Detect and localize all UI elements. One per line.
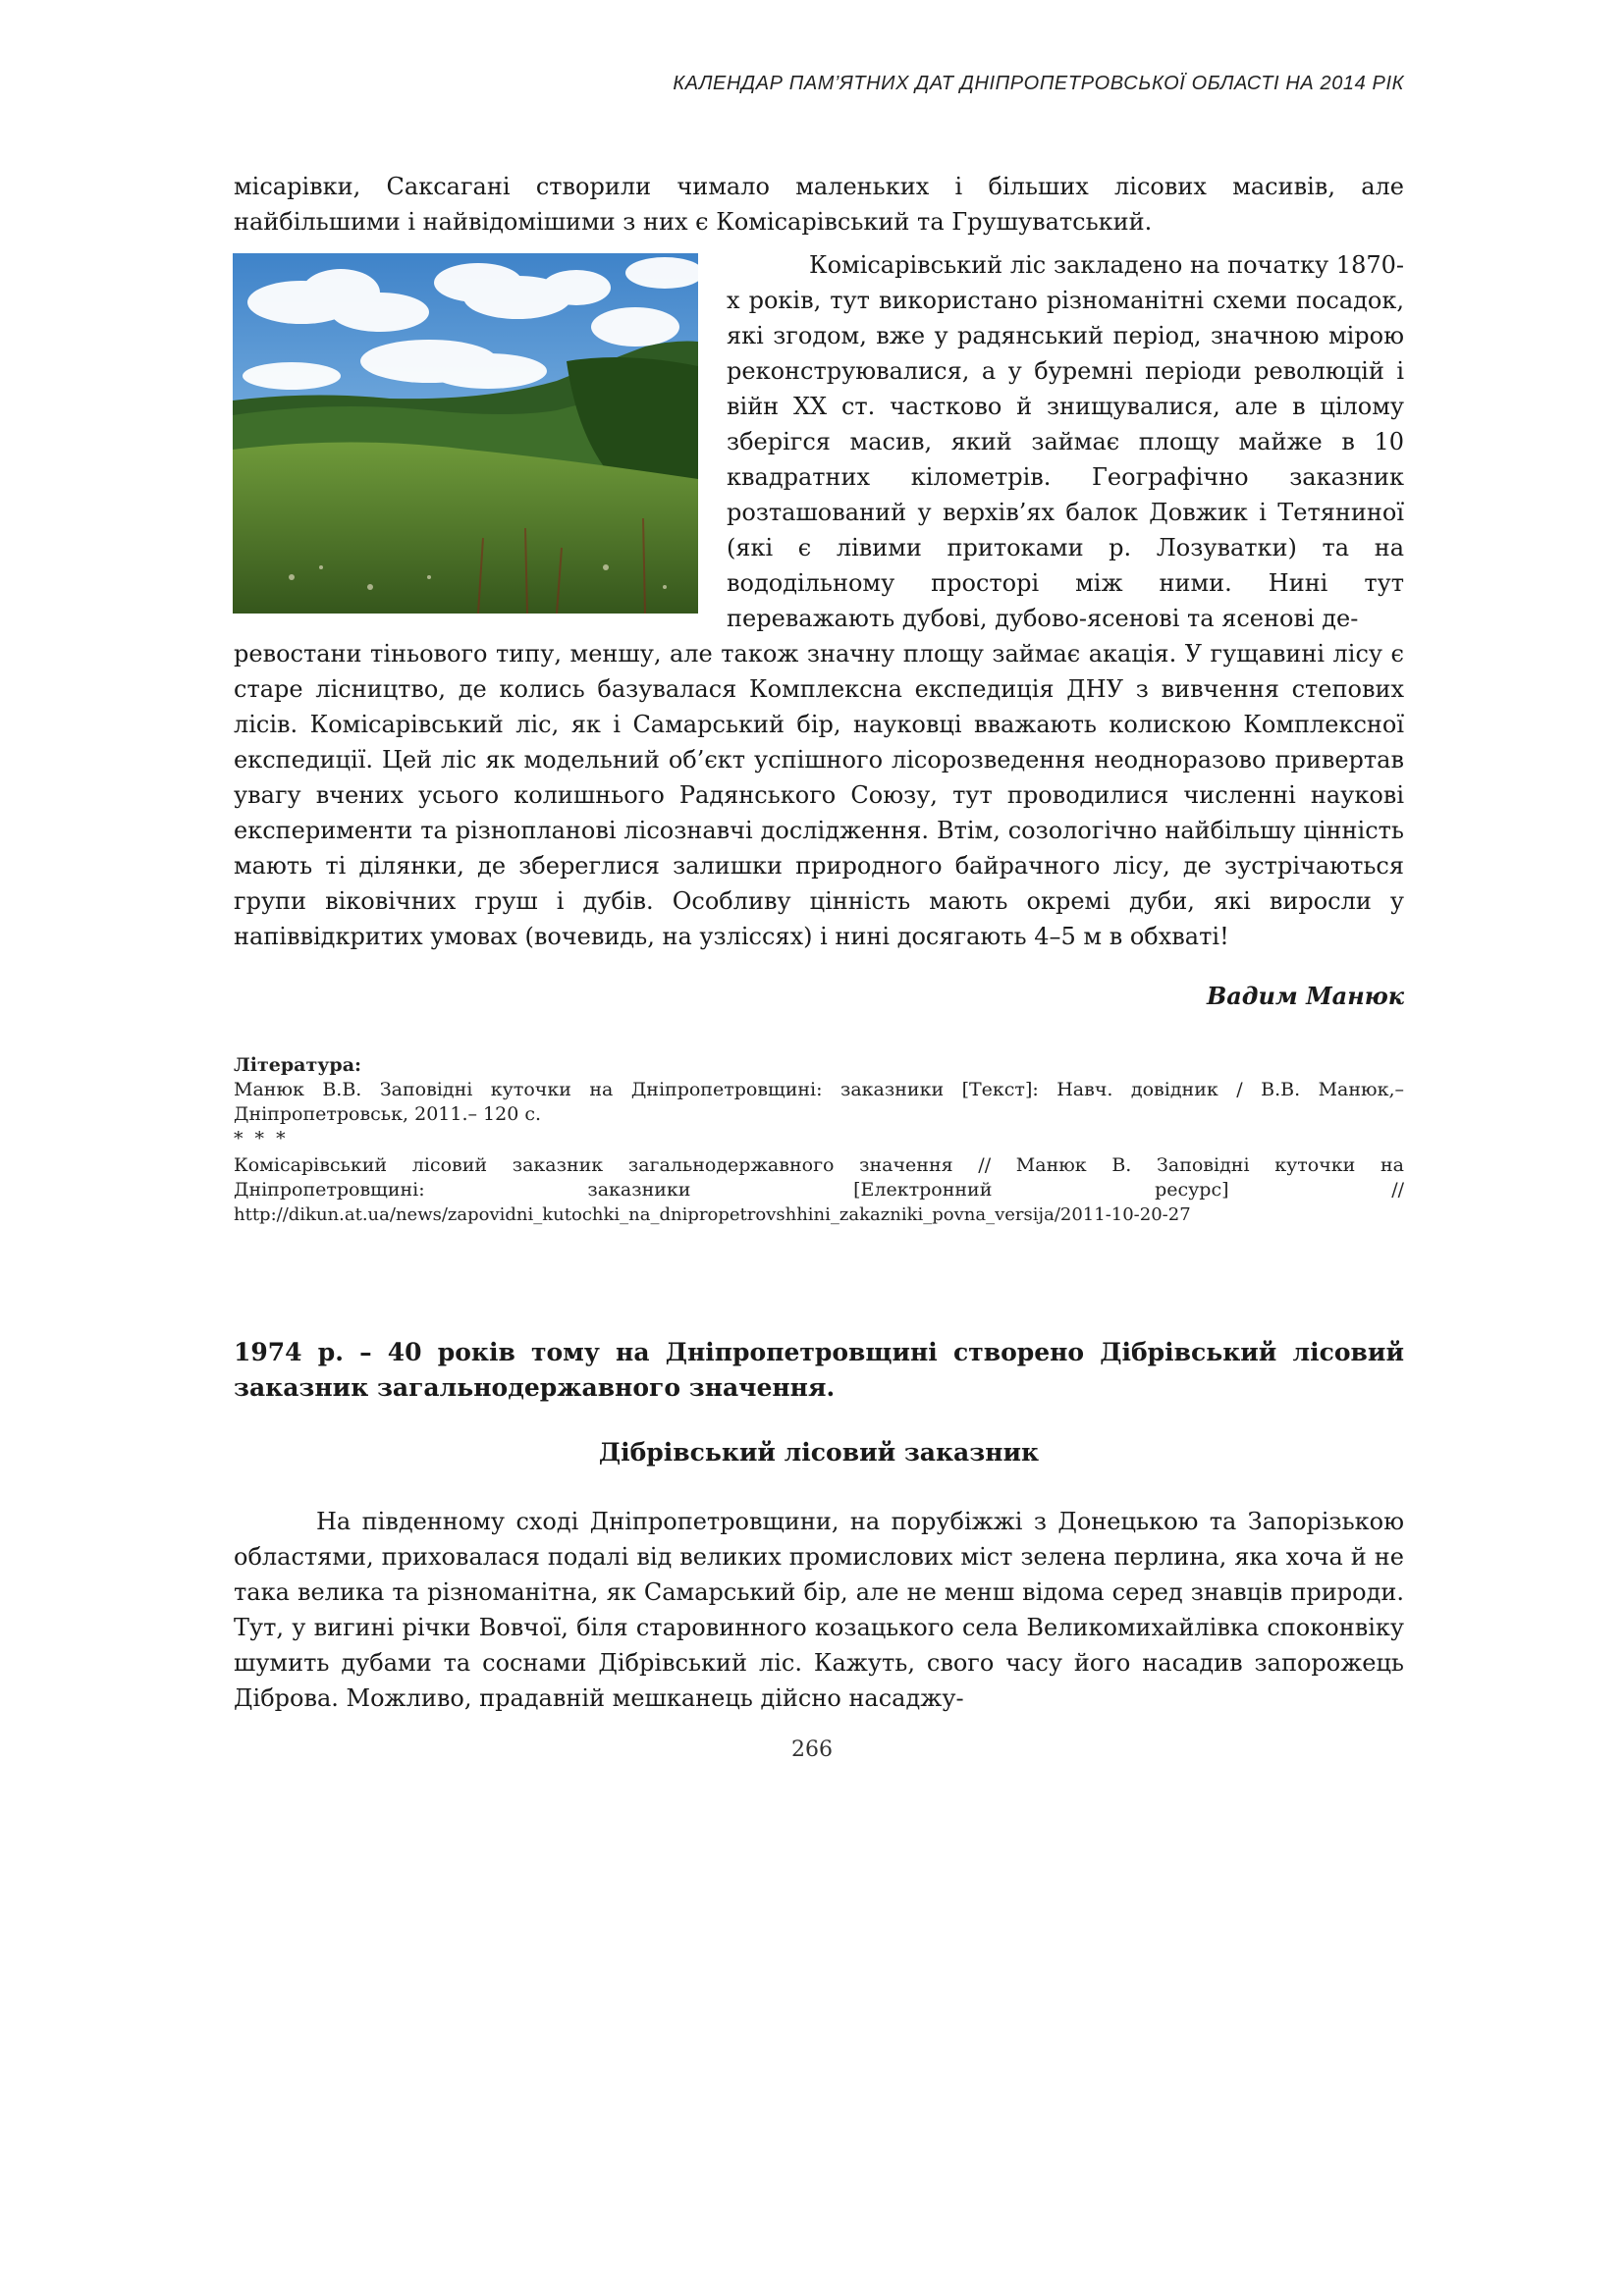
- running-header: КАЛЕНДАР ПАМ’ЯТНИХ ДАТ ДНІПРОПЕТРОВСЬКОЇ ОБЛАСТІ НА 2014 РІК: [673, 73, 1404, 94]
- literature-entry-line: Комісарівський лісовий заказник загальнодержавного значення // Манюк В. Заповідні куточки на: [234, 1154, 1404, 1176]
- forest-landscape-photo: [233, 253, 698, 614]
- continued-paragraph: ревостани тіньового типу, меншу, але також значну площу займає акація. У гущавині лісу є старе лісництво, де колись базувалася Комплексна експедиція ДНУ з вивчення степових лісів. Комісарівський ліс, як і Самарський бір, науковці вважають колискою Комплексної експедиції. Цей ліс як модельний об’єкт успішного лісорозведення неодноразово привертав увагу вчених усього колишнього Радянського Союзу, тут проводилися численні наукові експерименти та різнопланові лісознавчі дослідження. Втім, созологічно найбільшу цінність мають ті ділянки, де збереглися залишки природного байрачного лісу, де зустрічаються групи віковічних груш і дубів. Особливу цінність мають окремі дуби, які виросли у напіввідкритих умовах (вочевидь, на узліссях) і нині досягають 4–5 м в обхваті!: [234, 640, 1404, 950]
- article-paragraph: На південному сході Дніпропетровщини, на порубіжжі з Донецькою та Запорізькою областями, приховалася подалі від великих промислових міст зелена перлина, яка хоча й не така велика та різноманітна, як Самарський бір, але не менш відома серед знавців природи. Тут, у вигині річки Вовчої, біля старовинного козацького села Великомихайлівка споконвіку шумить дубами та соснами Дібрівський ліс. Кажуть, свого часу його насадив запорожець Діброва. Можливо, прадавній мешканець дійсно насаджу-: [234, 1508, 1404, 1712]
- page-number: 266: [791, 1737, 833, 1762]
- separator-stars: * * *: [234, 1128, 289, 1149]
- author-signature: Вадим Манюк: [1206, 982, 1404, 1010]
- literature-section: [234, 1053, 1404, 1227]
- literature-entry: Манюк В.В. Заповідні куточки на Дніпропетровщині: заказники [Текст]: Навч. довідник / В.В. Манюк,– Дніпропетровськ, 2011.– 120 с.: [234, 1079, 1404, 1125]
- literature-entry-line: Дніпропетровщині: заказники [Електронний ресурс] //: [234, 1179, 1404, 1201]
- wrapped-paragraph: Комісарівський ліс закладено на початку 1870-х років, тут використано різноманітні схеми посадок, які згодом, вже у радянський період, значною мірою реконструювалися, а у буремні періоди революцій і війн ХХ ст. частково й знищувалися, але в цілому зберігся масив, який займає площу майже в 10 квадратних кілометрів. Географічно заказник розташований у верхів’ях балок Довжик і Тетяниної (які є лівими притоками р. Лозуватки) та на вододільному просторі між ними. Нині тут переважають дубові, дубово-ясенові та ясенові де-: [727, 251, 1404, 632]
- literature-heading: Література:: [234, 1054, 362, 1076]
- literature-url-link[interactable]: http://dikun.at.ua/news/zapovidni_kutochki_na_dnipropetrovshhini_zakazniki_povna_versija/2011-10-20-27: [234, 1204, 1191, 1225]
- section-title: Дібрівський лісовий заказник: [598, 1438, 1040, 1467]
- intro-paragraph: місарівки, Саксагані створили чимало маленьких і більших лісових масивів, але найбільшими і найвідомішими з них є Комісарівський та Грушуватський.: [234, 173, 1404, 236]
- event-heading: 1974 р. – 40 років тому на Дніпропетровщині створено Дібрівський лісовий заказник загальнодержавного значення.: [234, 1338, 1404, 1402]
